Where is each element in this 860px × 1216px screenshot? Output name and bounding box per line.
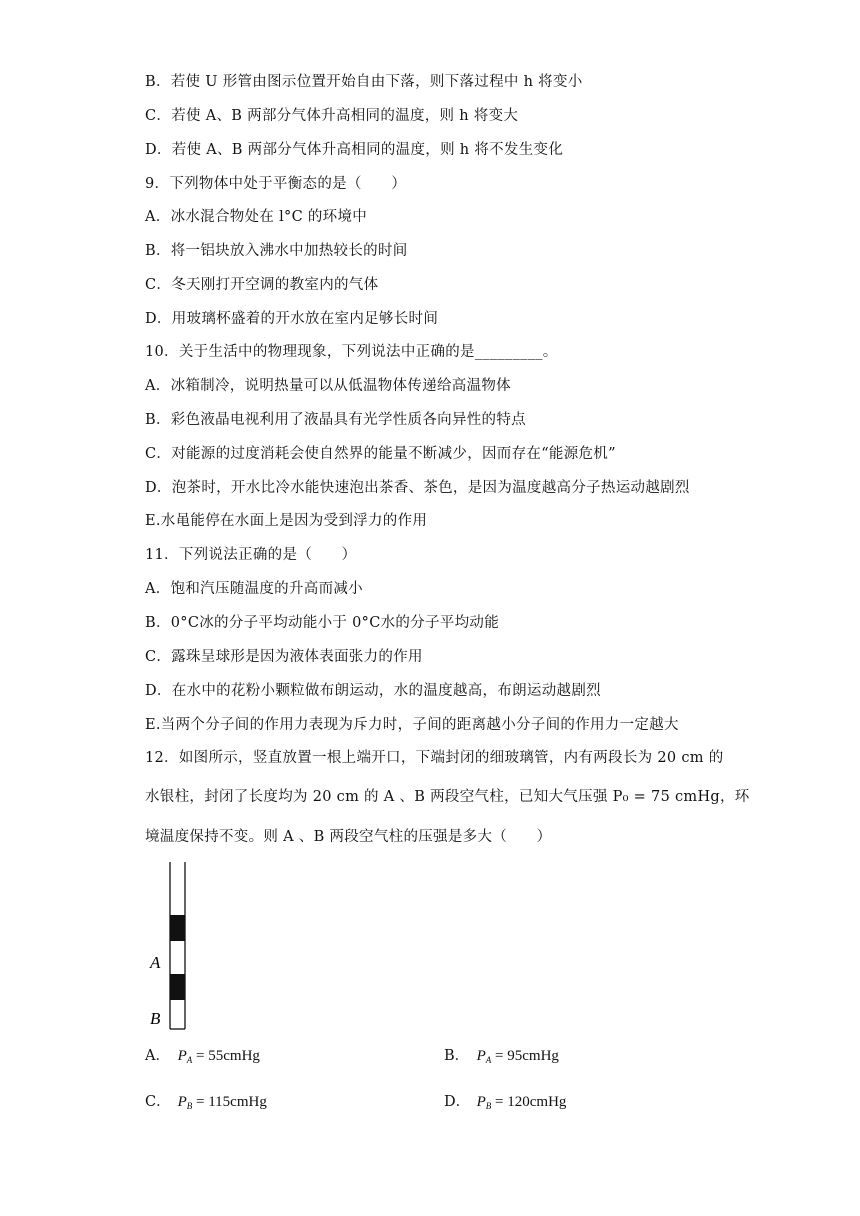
- pressure-subscript: B: [485, 1101, 492, 1111]
- q10-option-c: C．对能源的过度消耗会使自然界的能量不断减少，因而存在“能源危机”: [145, 446, 616, 462]
- q9-option-d: D．用玻璃杯盛着的开水放在室内足够长时间: [145, 311, 439, 327]
- q11-option-b: B．0°C冰的分子平均动能小于 0°C水的分子平均动能: [145, 615, 500, 631]
- mercury-column-upper: [170, 915, 185, 941]
- q10-option-e: E.水黾能停在水面上是因为受到浮力的作用: [145, 513, 428, 529]
- q9-option-a: A．冰水混合物处在 l°C 的环境中: [145, 209, 368, 225]
- pressure-subscript: B: [186, 1101, 193, 1111]
- q10-option-a: A．冰箱制冷，说明热量可以从低温物体传递给高温物体: [145, 378, 511, 394]
- q8-option-c: C．若使 A、B 两部分气体升高相同的温度，则 h 将变大: [145, 108, 519, 124]
- q11-option-c: C．露珠呈球形是因为液体表面张力的作用: [145, 649, 423, 665]
- pressure-value: = 95cmHg: [495, 1048, 559, 1064]
- label-b: B: [150, 1009, 161, 1028]
- option-label: B．: [444, 1048, 470, 1064]
- option-label: A．: [145, 1048, 170, 1064]
- pressure-value: = 115cmHg: [196, 1094, 267, 1110]
- q12-option-a: [145, 1046, 260, 1070]
- q11-option-a: A．饱和汽压随温度的升高而减小: [145, 581, 363, 597]
- q11-option-d: D．在水中的花粉小颗粒做布朗运动，水的温度越高，布朗运动越剧烈: [145, 683, 601, 699]
- pressure-subscript: A: [485, 1055, 492, 1065]
- label-a: A: [150, 953, 161, 972]
- glass-tube-figure: [140, 860, 200, 1035]
- pressure-symbol: P: [177, 1094, 187, 1110]
- q12-stem-line1: 12．如图所示，竖直放置一根上端开口，下端封闭的细玻璃管，内有两段长为 20 cm 的: [145, 750, 724, 766]
- pressure-value: = 120cmHg: [495, 1094, 567, 1110]
- option-label: D．: [444, 1094, 471, 1110]
- q12-option-c: [145, 1092, 267, 1116]
- q12-option-b: [444, 1046, 559, 1070]
- q8-option-d: D．若使 A、B 两部分气体升高相同的温度，则 h 将不发生变化: [145, 142, 564, 158]
- q11-stem: 11．下列说法正确的是（ ）: [145, 547, 357, 563]
- pressure-symbol: P: [476, 1094, 486, 1110]
- q12-stem-line2: 水银柱，封闭了长度均为 20 cm 的 A 、B 两段空气柱，已知大气压强 P₀ = 75 cmHg，环: [145, 789, 750, 805]
- q12-stem-line3: 境温度保持不变。则 A 、B 两段空气柱的压强是多大（ ）: [145, 829, 552, 845]
- q10-stem: 10．关于生活中的物理现象，下列说法中正确的是_________。: [145, 344, 558, 360]
- q8-option-b: B．若使 U 形管由图示位置开始自由下落，则下落过程中 h 将变小: [145, 74, 583, 90]
- pressure-value: = 55cmHg: [196, 1048, 260, 1064]
- mercury-column-lower: [170, 974, 185, 1000]
- q11-option-e: E.当两个分子间的作用力表现为斥力时，子间的距离越小分子间的作用力一定越大: [145, 717, 679, 733]
- q12-option-d: [444, 1092, 566, 1116]
- pressure-subscript: A: [186, 1055, 193, 1065]
- option-label: C．: [145, 1094, 171, 1110]
- pressure-symbol: P: [476, 1048, 486, 1064]
- q10-option-d: D．泡茶时，开水比冷水能快速泡出茶香、茶色，是因为温度越高分子热运动越剧烈: [145, 480, 690, 496]
- q10-option-b: B．彩色液晶电视利用了液晶具有光学性质各向异性的特点: [145, 412, 526, 428]
- q9-option-c: C．冬天刚打开空调的教室内的气体: [145, 277, 379, 293]
- q9-option-b: B．将一铝块放入沸水中加热较长的时间: [145, 243, 408, 259]
- q9-stem: 9．下列物体中处于平衡态的是（ ）: [145, 176, 407, 192]
- pressure-symbol: P: [177, 1048, 187, 1064]
